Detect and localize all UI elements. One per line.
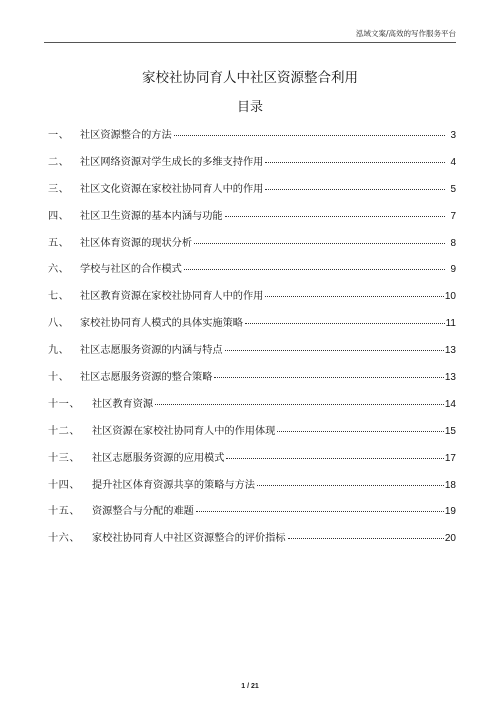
toc-entry-page: 3 [450, 130, 456, 141]
toc-entry[interactable] [48, 341, 456, 368]
toc-dot-leader [194, 243, 445, 244]
toc-entry-title: 社区志愿服务资源的整合策略 [80, 372, 213, 384]
toc-entry[interactable] [48, 502, 456, 529]
toc-entry[interactable] [48, 476, 456, 503]
toc-entry-page: 5 [450, 183, 456, 195]
toc-entry-number: 八、 [48, 318, 70, 330]
page-header: 泓域文案/高效的写作服务平台 [355, 29, 456, 38]
toc-entry-title: 社区体育资源的现状分析 [80, 237, 193, 249]
toc-entry-title: 社区网络资源对学生成长的多维支持作用 [80, 156, 264, 168]
toc-entry[interactable] [48, 260, 456, 287]
toc-entry[interactable] [48, 180, 456, 207]
toc-entry[interactable] [48, 368, 456, 395]
toc-entry-title: 资源整合与分配的难题 [92, 506, 194, 518]
toc-entry-page: 9 [450, 264, 456, 276]
toc-entry-page: 11 [445, 318, 456, 330]
toc-entry-page: 19 [444, 506, 456, 518]
toc-entry-title: 提升社区体育资源共享的策略与方法 [92, 479, 255, 491]
toc-entry-title: 社区资源整合的方法 [80, 130, 172, 141]
toc-entry-page: 13 [444, 372, 456, 384]
document-title: 家校社协同育人中社区资源整合利用 [142, 70, 358, 86]
toc-entry[interactable] [48, 126, 456, 153]
toc-entry-title: 学校与社区的合作模式 [80, 264, 182, 276]
toc-dot-leader [226, 458, 443, 459]
toc-entry-number: 三、 [48, 183, 70, 195]
toc-dot-leader [277, 431, 444, 432]
toc-entry[interactable] [48, 529, 456, 556]
toc-entry-title: 家校社协同育人模式的具体实施策略 [80, 318, 243, 330]
toc-entry-number: 九、 [48, 345, 70, 357]
toc-entry-page: 15 [444, 425, 456, 437]
toc-entry[interactable] [48, 207, 456, 234]
toc-entry-title: 家校社协同育人中社区资源整合的评价指标 [92, 533, 286, 545]
toc-entry[interactable] [48, 395, 456, 422]
toc-entry-number: 十六、 [48, 533, 81, 545]
toc-dot-leader [184, 269, 445, 270]
toc-entry[interactable] [48, 422, 456, 449]
toc-entry[interactable] [48, 287, 456, 314]
toc-dot-leader [174, 135, 445, 136]
toc-entry-page: 18 [444, 479, 456, 491]
toc-dot-leader [245, 323, 445, 324]
toc-entry-number: 六、 [48, 264, 70, 276]
toc-entry[interactable] [48, 314, 456, 341]
toc-entry-title: 社区资源在家校社协同育人中的作用体现 [92, 425, 276, 437]
toc-entry-title: 社区卫生资源的基本内涵与功能 [80, 210, 223, 222]
toc-entry-page: 10 [444, 291, 456, 303]
page-number-footer: 1 / 21 [241, 683, 259, 690]
toc-entry-title: 社区教育资源 [92, 398, 154, 410]
toc-entry-number: 十、 [48, 372, 70, 384]
toc-dot-leader [257, 485, 444, 486]
toc-entry-title: 社区志愿服务资源的应用模式 [92, 452, 225, 464]
toc-dot-leader [265, 296, 444, 297]
toc-entry-number: 十四、 [48, 479, 81, 491]
toc-dot-leader [265, 189, 445, 190]
table-of-contents [48, 126, 456, 556]
toc-entry[interactable] [48, 449, 456, 476]
toc-entry-page: 7 [450, 210, 456, 222]
toc-entry-page: 17 [444, 452, 456, 464]
toc-dot-leader [196, 511, 444, 512]
toc-entry-title: 社区教育资源在家校社协同育人中的作用 [80, 291, 264, 303]
toc-dot-leader [288, 538, 444, 539]
toc-entry-page: 20 [444, 533, 456, 545]
toc-entry-page: 14 [444, 398, 456, 410]
toc-entry-number: 一、 [48, 130, 70, 141]
toc-entry-number: 七、 [48, 291, 70, 303]
toc-entry-number: 十二、 [48, 425, 81, 437]
toc-dot-leader [155, 404, 444, 405]
toc-entry-number: 十五、 [48, 506, 81, 518]
toc-dot-leader [214, 377, 443, 378]
toc-entry-page: 4 [450, 156, 456, 168]
toc-entry[interactable] [48, 234, 456, 261]
toc-entry-title: 社区文化资源在家校社协同育人中的作用 [80, 183, 264, 195]
toc-dot-leader [225, 216, 445, 217]
toc-entry-number: 五、 [48, 237, 70, 249]
toc-entry[interactable] [48, 153, 456, 180]
toc-entry-number: 二、 [48, 156, 70, 168]
toc-entry-page: 8 [450, 237, 456, 249]
toc-entry-number: 四、 [48, 210, 70, 222]
toc-dot-leader [225, 350, 444, 351]
toc-entry-title: 社区志愿服务资源的内涵与特点 [80, 345, 223, 357]
toc-dot-leader [265, 162, 445, 163]
toc-entry-number: 十一、 [48, 398, 81, 410]
toc-heading: 目录 [236, 100, 263, 115]
header-divider [44, 42, 456, 43]
toc-entry-number: 十三、 [48, 452, 81, 464]
toc-entry-page: 13 [444, 345, 456, 357]
